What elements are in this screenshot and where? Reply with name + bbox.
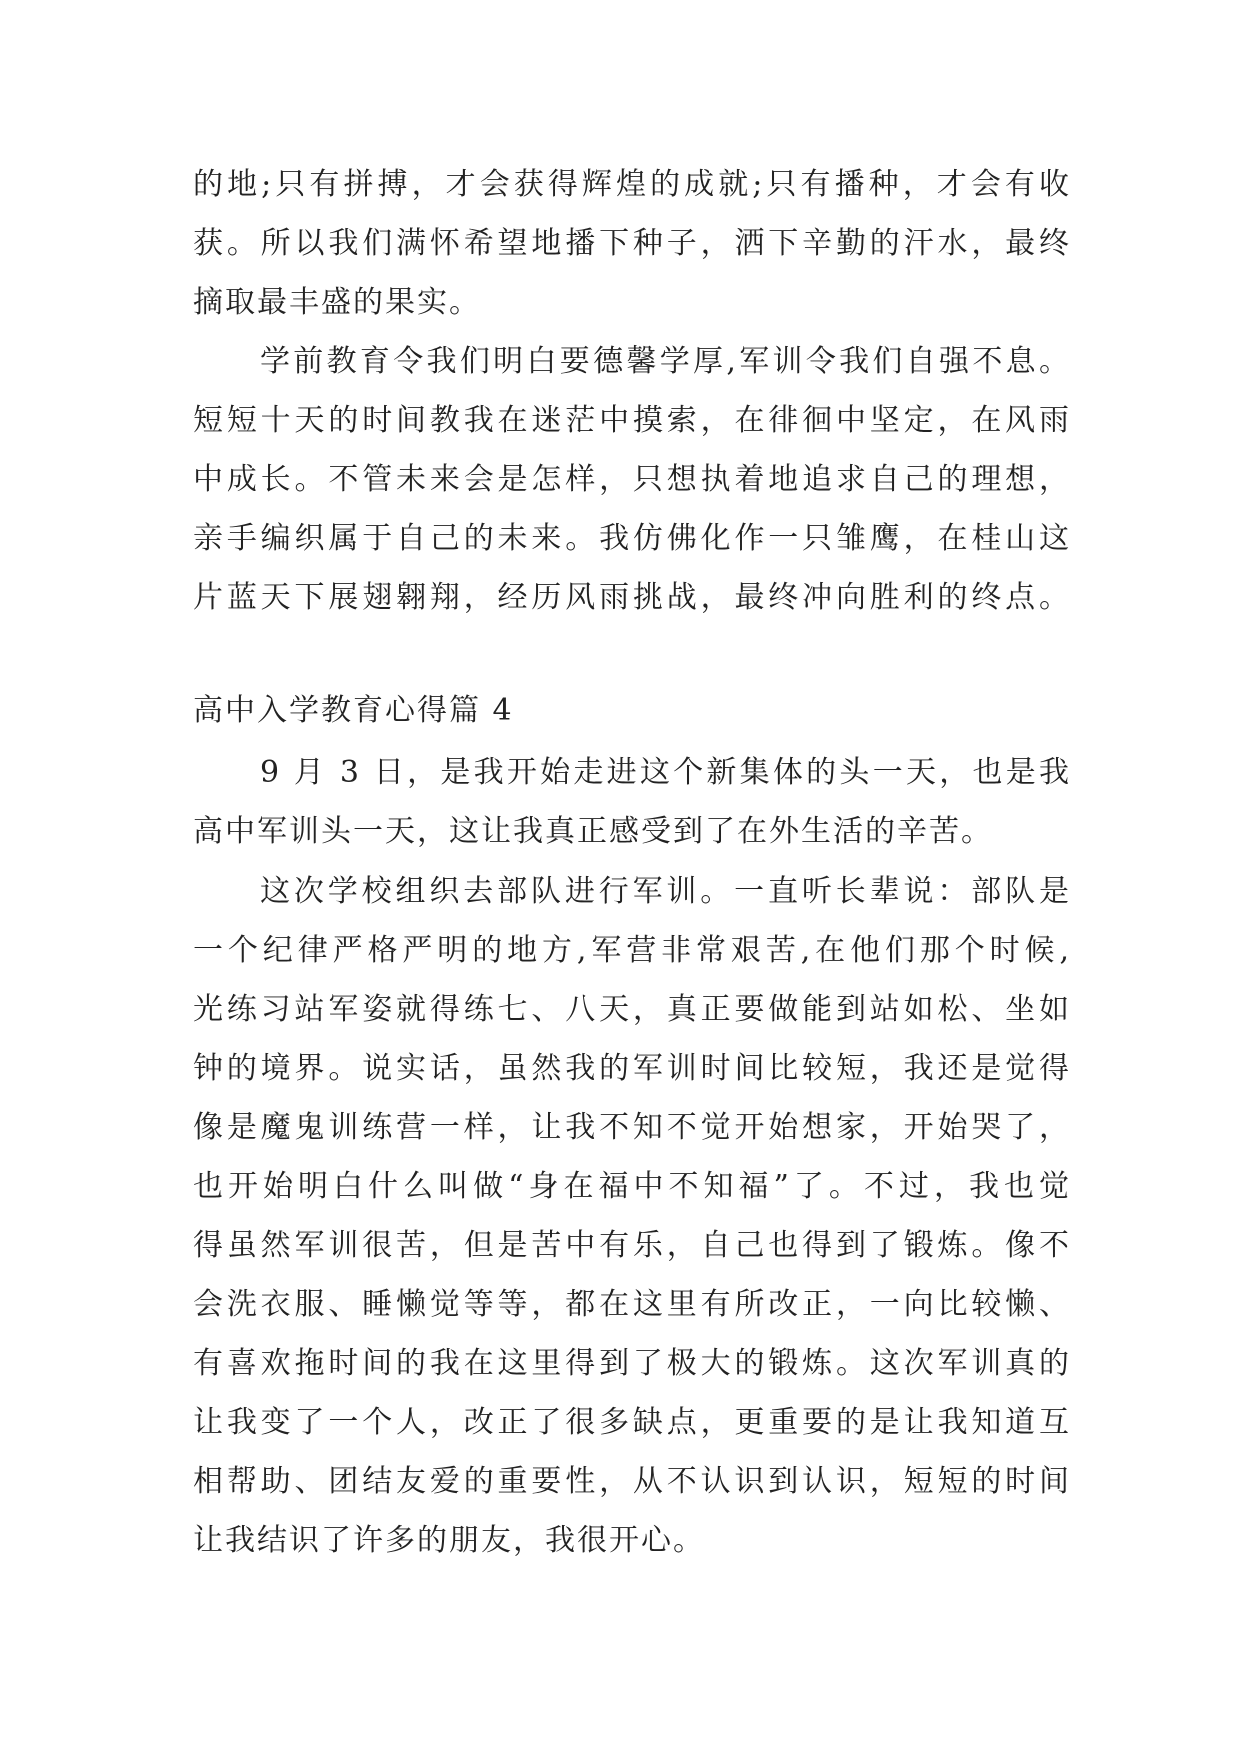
paragraph-line: 一个纪律严格严明的地方,军营非常艰苦,在他们那个时候,: [193, 933, 1071, 968]
paragraph-line: 摘取最丰盛的果实。: [193, 285, 481, 320]
paragraph-line: 也开始明白什么叫做“身在福中不知福”了。不过，我也觉: [193, 1169, 1071, 1204]
paragraph-line: 亲手编织属于自己的未来。我仿佛化作一只雏鹰，在桂山这: [193, 521, 1071, 556]
paragraph-line: 这次学校组织去部队进行军训。一直听长辈说：部队是: [260, 874, 1071, 909]
section-heading: 高中入学教育心得篇 4: [193, 693, 514, 728]
paragraph-line: 的地;只有拼搏，才会获得辉煌的成就;只有播种，才会有收: [193, 167, 1071, 202]
paragraph-line: 会洗衣服、睡懒觉等等，都在这里有所改正，一向比较懒、: [193, 1287, 1071, 1322]
paragraph-line: 像是魔鬼训练营一样，让我不知不觉开始想家，开始哭了，: [193, 1110, 1071, 1145]
paragraph-line: 获。所以我们满怀希望地播下种子，洒下辛勤的汗水，最终: [193, 226, 1071, 261]
paragraph-line: 9 月 3 日，是我开始走进这个新集体的头一天，也是我: [260, 755, 1071, 790]
paragraph-line: 片蓝天下展翅翱翔，经历风雨挑战，最终冲向胜利的终点。: [193, 580, 1071, 615]
paragraph-line: 让我变了一个人，改正了很多缺点，更重要的是让我知道互: [193, 1405, 1071, 1440]
paragraph: [193, 332, 1071, 627]
paragraph-line: 相帮助、团结友爱的重要性，从不认识到认识，短短的时间: [193, 1464, 1071, 1499]
paragraph-line: 光练习站军姿就得练七、八天，真正要做能到站如松、坐如: [193, 992, 1071, 1027]
paragraph-line: 短短十天的时间教我在迷茫中摸索，在徘徊中坚定，在风雨: [193, 403, 1071, 438]
paragraph-line: 钟的境界。说实话，虽然我的军训时间比较短，我还是觉得: [193, 1051, 1071, 1086]
paragraph-line: 中成长。不管未来会是怎样，只想执着地追求自己的理想，: [193, 462, 1071, 497]
paragraph: [193, 743, 1071, 861]
paragraph-line: 得虽然军训很苦，但是苦中有乐，自己也得到了锻炼。像不: [193, 1228, 1071, 1263]
section-heading-block: [193, 681, 1071, 740]
paragraph-line: 让我结识了许多的朋友，我很开心。: [193, 1523, 705, 1558]
paragraph-line: 有喜欢拖时间的我在这里得到了极大的锻炼。这次军训真的: [193, 1346, 1071, 1381]
paragraph: [193, 862, 1071, 1570]
paragraph: [193, 155, 1071, 332]
paragraph-line: 高中军训头一天，这让我真正感受到了在外生活的辛苦。: [193, 814, 993, 849]
paragraph-line: 学前教育令我们明白要德馨学厚,军训令我们自强不息。: [260, 344, 1071, 379]
